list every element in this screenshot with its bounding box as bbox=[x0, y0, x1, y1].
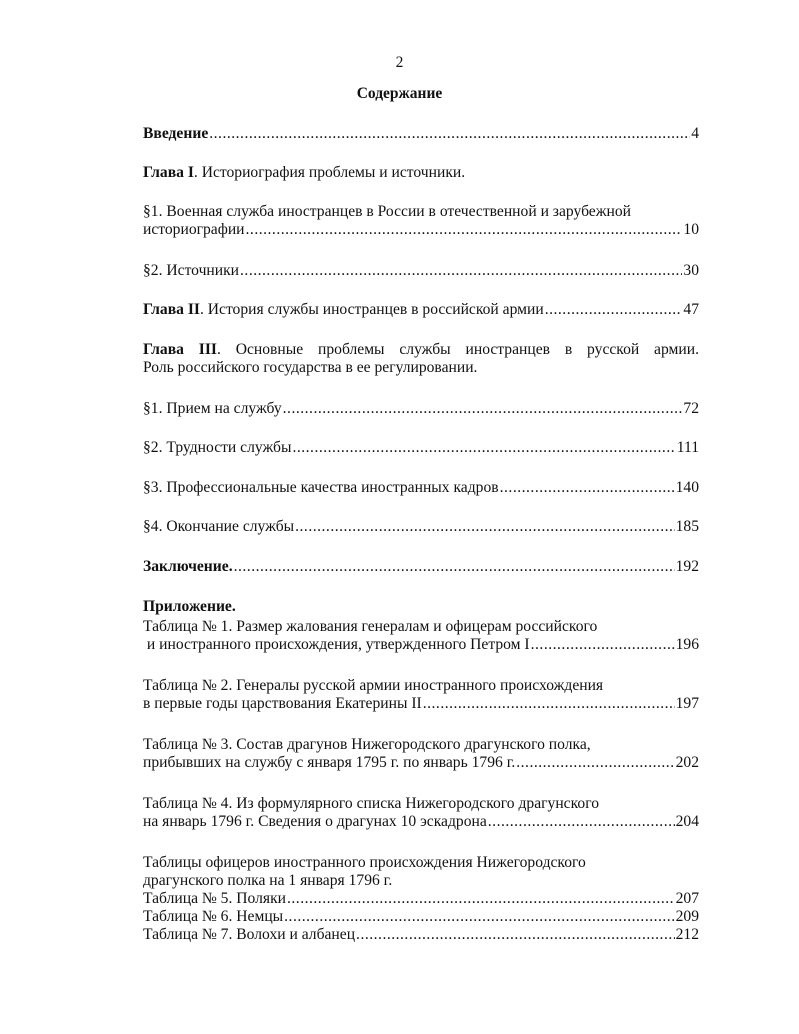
page-number: 2 bbox=[395, 54, 404, 71]
leader-dots bbox=[292, 439, 675, 457]
toc-label: на январь 1796 г. Сведения о драгунах 10 эскадрона bbox=[143, 813, 487, 830]
toc-entry-ch3-s2 bbox=[143, 439, 699, 457]
toc-page: 47 bbox=[683, 301, 699, 318]
leader-dots bbox=[246, 221, 683, 239]
leader-dots bbox=[531, 636, 675, 654]
chapter-1-heading bbox=[143, 164, 703, 182]
toc-page: 209 bbox=[675, 908, 699, 925]
toc-line: Таблица № 3. Состав драгунов Нижегородского драгунского полка, bbox=[143, 736, 591, 753]
chapter-title: . Основные проблемы службы иностранцев в русской армии. bbox=[216, 341, 699, 358]
leader-dots bbox=[356, 926, 675, 944]
toc-entry-ch1-s1 bbox=[143, 203, 703, 239]
toc-entry-table-6 bbox=[143, 908, 699, 926]
toc-page: 185 bbox=[675, 518, 699, 535]
leader-dots bbox=[240, 262, 682, 280]
leader-dots bbox=[284, 908, 674, 926]
toc-entry-ch3-s1 bbox=[143, 400, 699, 418]
toc-page: 111 bbox=[676, 439, 699, 456]
leader-dots bbox=[209, 125, 690, 143]
leader-dots bbox=[423, 695, 675, 713]
toc-label: Таблица № 6. Немцы bbox=[143, 908, 284, 925]
leader-dots bbox=[234, 558, 675, 576]
toc-page: 192 bbox=[675, 558, 699, 575]
toc-entry-ch3-s4 bbox=[143, 518, 699, 536]
group-line: Таблицы офицеров иностранного происхождения Нижегородского bbox=[143, 854, 586, 871]
toc-page: 30 bbox=[683, 262, 699, 279]
leader-dots bbox=[295, 518, 674, 536]
toc-entry-ch1-s2 bbox=[143, 262, 699, 280]
toc-label: Заключение. bbox=[143, 558, 233, 575]
toc-label: Таблица № 7. Волохи и албанец bbox=[143, 926, 356, 943]
toc-line: §1. Военная служба иностранцев в России в отечественной и зарубежной bbox=[143, 203, 631, 220]
leader-dots bbox=[283, 400, 683, 418]
toc-label: §2. Источники bbox=[143, 262, 240, 279]
toc-label: и иностранного происхождения, утвержденного Петром I bbox=[143, 636, 530, 653]
toc-page: 212 bbox=[675, 926, 699, 943]
leader-dots bbox=[545, 301, 683, 319]
chapter-label: Глава II bbox=[143, 301, 200, 318]
chapter-3-heading bbox=[143, 341, 703, 377]
toc-page: 4 bbox=[691, 125, 699, 142]
toc-label: Введение bbox=[143, 125, 209, 142]
toc-line: Таблица № 1. Размер жалования генералам и офицерам российского bbox=[143, 618, 598, 635]
toc-line: Таблица № 4. Из формулярного списка Нижегородского драгунского bbox=[143, 795, 599, 812]
appendix-heading: Приложение. bbox=[143, 598, 236, 615]
leader-dots bbox=[500, 479, 675, 497]
group-line: драгунского полка на 1 января 1796 г. bbox=[143, 872, 393, 889]
toc-entry-introduction bbox=[143, 125, 699, 143]
toc-entry-table-4 bbox=[143, 795, 703, 831]
toc-page: 204 bbox=[675, 813, 699, 830]
tables-group bbox=[143, 854, 703, 944]
toc-page: 207 bbox=[675, 890, 699, 907]
chapter-title-line2: Роль российского государства в ее регулировании. bbox=[143, 359, 478, 376]
toc-entry-table-2 bbox=[143, 677, 703, 713]
chapter-label: Глава III bbox=[143, 341, 217, 358]
toc-label: историографии bbox=[143, 221, 245, 238]
leader-dots bbox=[488, 813, 675, 831]
toc-entry-chapter-2 bbox=[143, 301, 699, 319]
toc-label: §4. Окончание службы bbox=[143, 518, 295, 535]
toc-page: 140 bbox=[675, 479, 699, 496]
toc-label: Таблица № 5. Поляки bbox=[143, 890, 286, 907]
toc-page: 202 bbox=[675, 754, 699, 771]
toc-page: 197 bbox=[675, 695, 699, 712]
toc-line: Таблица № 2. Генералы русской армии иностранного происхождения bbox=[143, 677, 604, 694]
toc-entry-ch3-s3 bbox=[143, 479, 699, 497]
toc-entry-table-7 bbox=[143, 926, 699, 944]
toc-page: 196 bbox=[675, 636, 699, 653]
toc-page: 72 bbox=[683, 400, 699, 417]
chapter-title: . Историография проблемы и источники. bbox=[193, 164, 466, 181]
toc-label: §3. Профессиональные качества иностранных кадров bbox=[143, 479, 499, 496]
page-title: Содержание bbox=[356, 85, 443, 102]
toc-label: §2. Трудности службы bbox=[143, 439, 292, 456]
toc-entry-conclusion bbox=[143, 558, 699, 576]
toc-label: в первые годы царствования Екатерины II bbox=[143, 695, 422, 712]
toc-label: §1. Прием на службу bbox=[143, 400, 282, 417]
leader-dots bbox=[287, 890, 675, 908]
toc-label: прибывших на службу с января 1795 г. по январь 1796 г. bbox=[143, 754, 516, 771]
toc-entry-table-1 bbox=[143, 618, 703, 654]
leader-dots bbox=[516, 754, 674, 772]
chapter-title: . История службы иностранцев в российской армии bbox=[199, 301, 544, 318]
toc-page: 10 bbox=[683, 221, 699, 238]
toc-entry-table-5 bbox=[143, 890, 699, 908]
toc-entry-table-3 bbox=[143, 736, 703, 772]
chapter-label: Глава I bbox=[143, 164, 194, 181]
